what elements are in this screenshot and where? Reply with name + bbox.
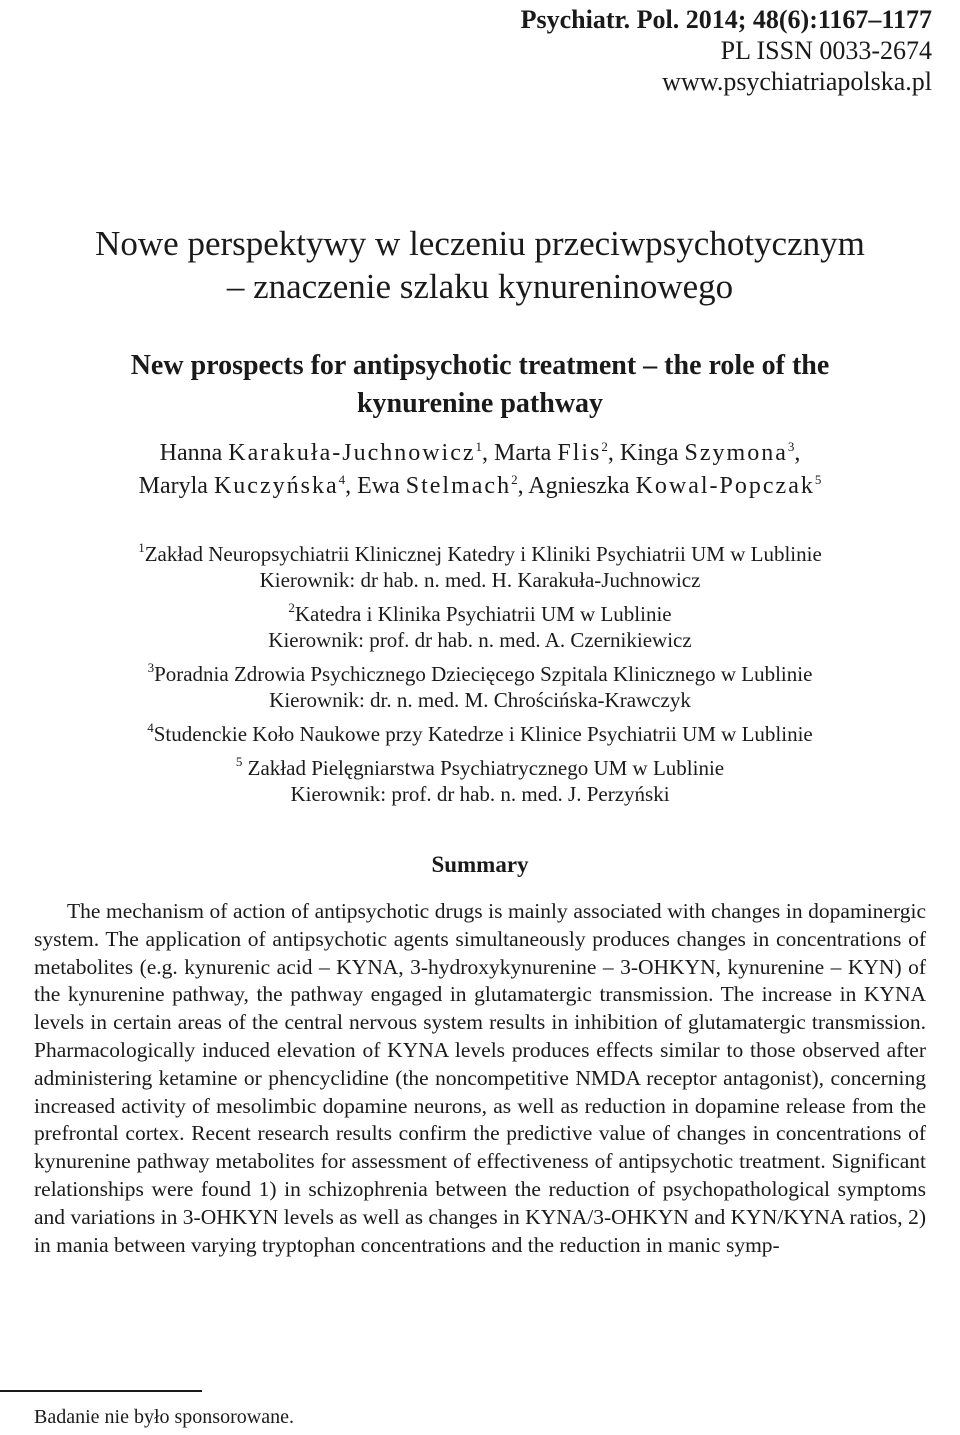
author: Kinga Szymona$^3$ [619, 439, 795, 466]
author-list [0, 437, 960, 503]
summary-text: The mechanism of action of antipsychotic drugs is mainly associated with changes in dopaminergic system. The application of antipsychotic agents simultaneously produces changes in concentrations of metabolites (e.g. kynurenic acid – KYNA, 3-hydroxykynurenine – 3-OHKYN, kynurenine – KYN) of the kynurenine pathway, the pathway engaged in glutamatergic transmission. The increase in KYNA levels in certain areas of the central nervous system results in inhibition of glutamatergic transmission. Pharmacologically induced elevation of KYNA levels produces effects similar to those observed after administering ketamine or phencyclidine (the noncompetitive NMDA receptor antagonist), concerning increased activity of mesolimbic dopamine neurons, as well as reduction in dopamine release from the prefrontal cortex. Recent research results confirm the predictive value of changes in concentrations of kynurenine pathway metabolites for assessment of effectiveness of antipsychotic treatment. Significant relationships were found 1) in schizophrenia between the reduction of psychopathological symptoms and variations in 3-OHKYN levels as well as changes in KYNA/3-OHKYN and KYN/KYNA ratios, 2) in mania between varying tryptophan concentrations and the reduction in manic symp- [34, 899, 926, 1257]
title-english-line: kynurenine pathway [356, 388, 604, 419]
journal-citation: Psychiatr. Pol. 2014; 48(6):1167–1177 [520, 5, 932, 34]
title-polish-line: Nowe perspektywy w leczeniu przeciwpsychotycznym [95, 224, 865, 263]
author: Hanna Karakuła-Juchnowicz$^1$ [159, 439, 483, 466]
title-english-line: New prospects for antipsychotic treatment – the role of the [130, 350, 830, 381]
title-english [0, 347, 960, 423]
affiliation-4: $^4$Studenckie Koło Naukowe przy Katedrze i Klinice Psychiatrii UM w Lublinie [147, 720, 813, 746]
affiliations [0, 541, 960, 815]
affiliation-5: $^5$ Zakład Pielęgniarstwa Psychiatrycznego UM w Lublinie Kierownik: prof. dr hab. n. med. J. Perzyński [0, 755, 960, 807]
author: Ewa Stelmach$^2$ [357, 472, 518, 499]
affiliation-3: $^3$Poradnia Zdrowia Psychicznego Dziecięcego Szpitala Klinicznego w Lublinie Kierownik: dr. n. med. M. Chrościńska-Krawczyk [0, 661, 960, 713]
summary-heading: Summary [431, 852, 529, 877]
journal-header [521, 4, 932, 97]
author: Agnieszka Kowal-Popczak$^5$ [528, 472, 822, 499]
footnote: Badanie nie było sponsorowane. [34, 1406, 294, 1428]
affiliation-2: $^2$Katedra i Klinika Psychiatrii UM w Lublinie Kierownik: prof. dr hab. n. med. A. Czernikiewicz [0, 601, 960, 653]
affiliation-head: Kierownik: prof. dr hab. n. med. J. Perzyński [290, 782, 670, 806]
title-polish-line: – znaczenie szlaku kynureninowego [226, 267, 734, 306]
author-line: Maryla Kuczyńska$^4$, Ewa Stelmach$^2$, Agnieszka Kowal-Popczak$^5$ [138, 472, 822, 499]
title-polish [0, 222, 960, 308]
affiliation-head: Kierownik: dr. n. med. M. Chrościńska-Krawczyk [269, 688, 691, 712]
affiliation-head: Kierownik: prof. dr hab. n. med. A. Czernikiewicz [268, 628, 692, 652]
journal-issn: PL ISSN 0033-2674 [720, 36, 932, 65]
affiliation-head: Kierownik: dr hab. n. med. H. Karakuła-Juchnowicz [259, 568, 701, 592]
journal-url[interactable]: www.psychiatriapolska.pl [662, 67, 932, 96]
affiliation-1: $^1$Zakład Neuropsychiatrii Klinicznej Katedry i Kliniki Psychiatrii UM w Lublinie Kierownik: dr hab. n. med. H. Karakuła-Juchnowicz [0, 541, 960, 593]
author-line: Hanna Karakuła-Juchnowicz$^1$, Marta Flis$^2$, Kinga Szymona$^3$, [159, 439, 801, 466]
footnote-divider [0, 1390, 202, 1392]
author: Marta Flis$^2$ [494, 439, 608, 466]
author: Maryla Kuczyńska$^4$ [138, 472, 346, 499]
